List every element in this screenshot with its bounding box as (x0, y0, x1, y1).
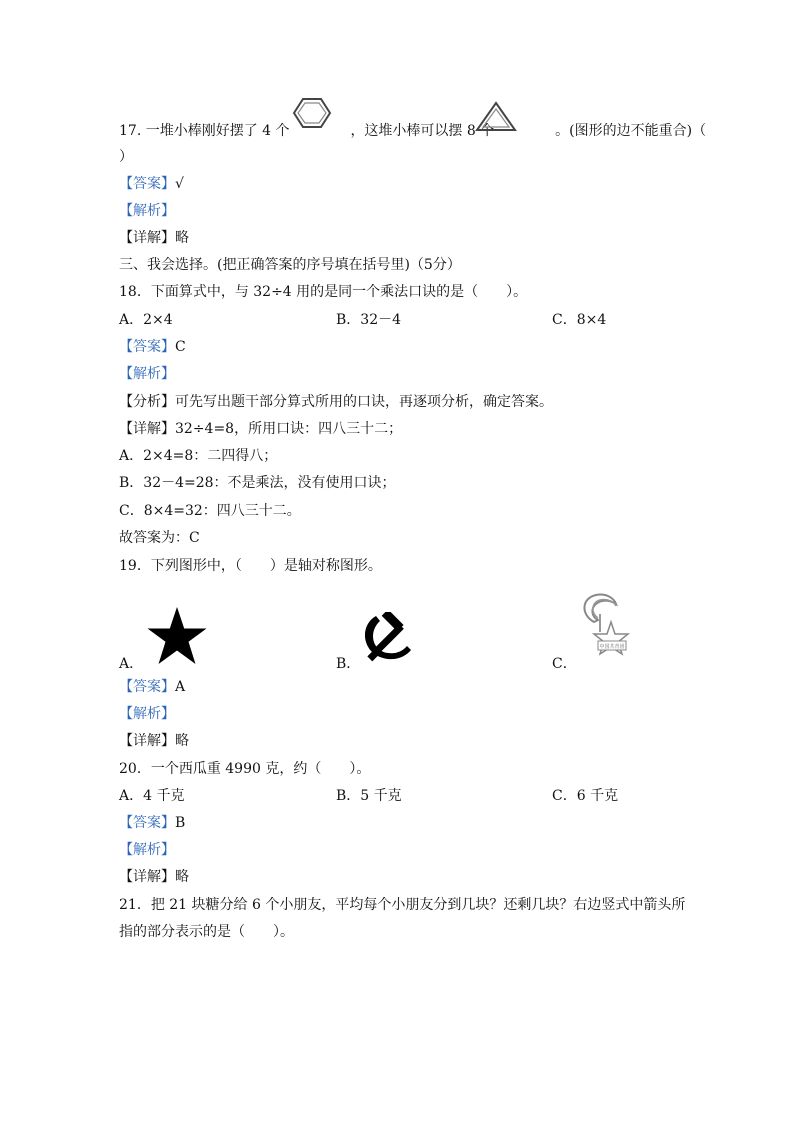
hammer-sickle-figure (362, 612, 414, 662)
detail-tag: 【详解】 (119, 421, 175, 437)
q17-analysis-tag: 【解析】 (119, 203, 175, 219)
q18-option-a: A．2×4 (119, 312, 173, 328)
q18-option-c: C．8×4 (552, 312, 607, 328)
hexagon-figure (292, 96, 336, 132)
q19-analysis-tag: 【解析】 (119, 706, 175, 722)
q21-question-line1: 21．把 21 块糖分给 6 个小朋友，平均每个小朋友分到几块？还剩几块？右边竖式中箭头所 (119, 897, 686, 913)
q18-conclusion: 故答案为：C (119, 530, 200, 546)
detail-tag: 【详解】 (119, 733, 175, 749)
q17-answer-value: √ (175, 176, 184, 192)
detail-tag: 【详解】 (119, 869, 175, 885)
q18-option-b: B．32－4 (336, 312, 402, 328)
q20-question: 20．一个西瓜重 4990 克，约（ ）。 (119, 761, 371, 777)
q20-answer-value: B (175, 815, 186, 831)
q17-detail-value: 略 (175, 230, 189, 246)
q20-detail (119, 868, 189, 886)
q20-answer (119, 814, 185, 832)
q19-question: 19．下列图形中，（ ）是轴对称图形。 (119, 558, 382, 574)
q18-line-b: B．32－4=28：不是乘法，没有使用口诀； (119, 475, 396, 491)
detail-tag: 【详解】 (119, 230, 175, 246)
q20-option-b: B．5 千克 (336, 788, 402, 804)
q18-detail (119, 420, 402, 438)
answer-tag: 【答案】 (119, 679, 175, 695)
q17-detail (119, 229, 189, 247)
q19-detail-value: 略 (175, 733, 189, 749)
q18-fenxi-text: 可先写出题干部分算式所用的口诀，再逐项分析，确定答案。 (175, 394, 553, 410)
answer-tag: 【答案】 (119, 815, 175, 831)
q20-option-a: A．4 千克 (119, 788, 185, 804)
answer-tag: 【答案】 (119, 176, 175, 192)
fenxi-tag: 【分析】 (119, 394, 175, 410)
q18-question: 18．下面算式中，与 32÷4 用的是同一个乘法口诀的是（ ）。 (119, 284, 528, 300)
q20-detail-value: 略 (175, 869, 189, 885)
q17-question-line (119, 122, 706, 140)
q18-line-a: A．2×4=8：二四得八； (119, 448, 278, 464)
q18-line-c: C．8×4=32：四八三十二。 (119, 503, 301, 519)
q18-analysis-tag: 【解析】 (119, 366, 175, 382)
q17-text-c: 。(图形的边不能重合)（ (555, 123, 707, 139)
q18-answer-value: C (175, 339, 186, 355)
q19-answer-value: A (175, 679, 186, 695)
q19-label-a: A． (119, 656, 144, 672)
q18-answer (119, 338, 186, 356)
emblem-text: 中国共青团 (599, 644, 625, 650)
section-heading: 三、我会选择。(把正确答案的序号填在括号里)（5分） (119, 257, 461, 273)
youth-league-emblem-figure (578, 592, 644, 664)
star-figure (146, 606, 208, 666)
q19-label-c: C． (552, 656, 577, 672)
q20-analysis-tag: 【解析】 (119, 842, 175, 858)
q19-answer (119, 678, 185, 696)
q17-text-a: 17. 一堆小棒刚好摆了 4 个 (119, 123, 290, 139)
q19-detail (119, 732, 189, 750)
q17-paren-close: ） (119, 149, 133, 165)
triangle-figure (473, 100, 519, 134)
q20-option-c: C．6 千克 (552, 788, 619, 804)
q17-answer (119, 175, 184, 193)
q17-text-b: ，这堆小棒可以摆 8 个 (350, 123, 495, 139)
q19-label-b: B． (336, 656, 361, 672)
q21-question-line2: 指的部分表示的是（ ）。 (119, 924, 294, 940)
q18-detail-text: 32÷4=8，所用口诀：四八三十二； (175, 421, 403, 437)
q18-fenxi (119, 393, 553, 411)
answer-tag: 【答案】 (119, 339, 175, 355)
